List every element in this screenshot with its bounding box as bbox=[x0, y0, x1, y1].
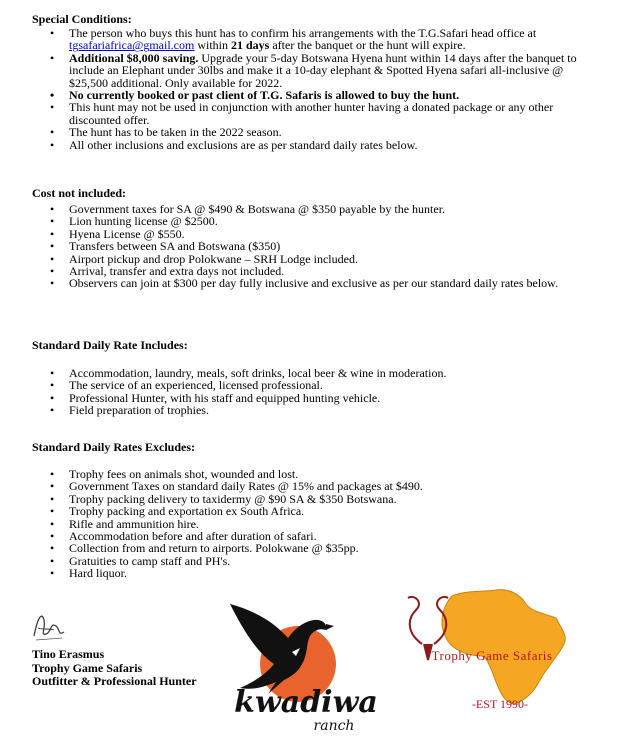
list-item: • Rifle and ammunition hire. bbox=[44, 518, 604, 530]
list-item: • The hunt has to be taken in the 2022 season. bbox=[44, 126, 604, 138]
list-item: • Trophy packing and exportation ex South Africa. bbox=[44, 505, 604, 517]
list-item: • Gratuities to camp staff and PH's. bbox=[44, 555, 604, 567]
list-item: • This hunt may not be used in conjunction with another hunter having a donated package or any other discounted offer. bbox=[44, 101, 604, 126]
signoff-block bbox=[32, 648, 197, 689]
special-item-text: The person who buys this hunt has to confirm his arrangements with the T.G.Safari head office at bbox=[69, 26, 537, 40]
special-item-text: Upgrade your 5-day Botswana Hyena hunt within 14 days after the banquet to include an Elephant under 30lbs and make it a 10-day elephant & Spotted Hyena safari all-inclusive @ $25,500 additional. Only available for 2022. bbox=[69, 50, 577, 90]
special-conditions-list bbox=[44, 27, 604, 151]
list-item: • The service of an experienced, licensed professional. bbox=[44, 379, 604, 391]
list-item: • Government Taxes on standard daily Rates @ 15% and packages at $490. bbox=[44, 480, 604, 492]
list-item: • All other inclusions and exclusions are as per standard daily rates below. bbox=[44, 139, 604, 151]
includes-list bbox=[44, 367, 604, 417]
list-item: • Field preparation of trophies. bbox=[44, 404, 604, 416]
list-item: • Accommodation before and after duration of safari. bbox=[44, 530, 604, 542]
special-item-bold: Additional $8,000 saving. bbox=[69, 50, 199, 65]
list-item: • No currently booked or past client of T.G. Safaris is allowed to buy the hunt. bbox=[44, 89, 604, 101]
special-item-text: within bbox=[194, 38, 231, 53]
list-item bbox=[44, 27, 604, 52]
list-item: • Lion hunting license @ $2500. bbox=[44, 215, 604, 227]
special-item-text: after the banquet or the hunt will expire. bbox=[269, 38, 466, 53]
trophy-game-safaris-logo bbox=[400, 584, 585, 714]
kwadiwa-subtext: ranch bbox=[313, 718, 355, 734]
africa-map-icon bbox=[442, 590, 565, 704]
kwadiwa-ranch-logo bbox=[222, 590, 390, 740]
list-item: • Accommodation, laundry, meals, soft drinks, local beer & wine in moderation. bbox=[44, 367, 604, 379]
excludes-list bbox=[44, 468, 604, 580]
list-item bbox=[44, 52, 604, 89]
includes-heading: Standard Daily Rate Includes: bbox=[32, 338, 188, 352]
list-item: • Arrival, transfer and extra days not included. bbox=[44, 265, 604, 277]
kwadiwa-wordmark: kwadiwa bbox=[234, 685, 378, 720]
list-item: • Hard liquor. bbox=[44, 567, 604, 579]
list-item: • Collection from and return to airports. Polokwane @ $35pp. bbox=[44, 542, 604, 554]
signoff-company: Trophy Game Safaris bbox=[32, 660, 143, 675]
special-item-bold: 21 days bbox=[231, 38, 270, 53]
list-item: • Airport pickup and drop Polokwane – SRH Lodge included. bbox=[44, 253, 604, 265]
list-item: • Transfers between SA and Botswana ($350) bbox=[44, 240, 604, 252]
cost-list bbox=[44, 203, 604, 290]
signoff-name: Tino Erasmus bbox=[32, 647, 105, 661]
special-conditions-heading: Special Conditions: bbox=[32, 12, 132, 26]
list-item: • Hyena License @ $550. bbox=[44, 228, 604, 240]
list-item: • Observers can join at $300 per day fully inclusive and exclusive as per our standard daily rates below. bbox=[44, 277, 604, 289]
tgs-wordmark: Trophy Game Safaris bbox=[431, 648, 553, 663]
signature-image bbox=[28, 606, 68, 646]
cost-not-included-heading: Cost not included: bbox=[32, 186, 127, 200]
list-item: • Government taxes for SA @ $490 & Botswana @ $350 payable by the hunter. bbox=[44, 203, 604, 215]
list-item: • Trophy packing delivery to taxidermy @ $90 SA & $350 Botswana. bbox=[44, 493, 604, 505]
signoff-role: Outfitter & Professional Hunter bbox=[32, 674, 197, 688]
list-item: • Professional Hunter, with his staff and equipped hunting vehicle. bbox=[44, 392, 604, 404]
email-link[interactable]: tgsafariafrica@gmail.com bbox=[69, 38, 195, 53]
tgs-est: -EST 1990- bbox=[471, 697, 529, 711]
list-item: • Trophy fees on animals shot, wounded and lost. bbox=[44, 468, 604, 480]
excludes-heading: Standard Daily Rates Excludes: bbox=[32, 440, 196, 454]
